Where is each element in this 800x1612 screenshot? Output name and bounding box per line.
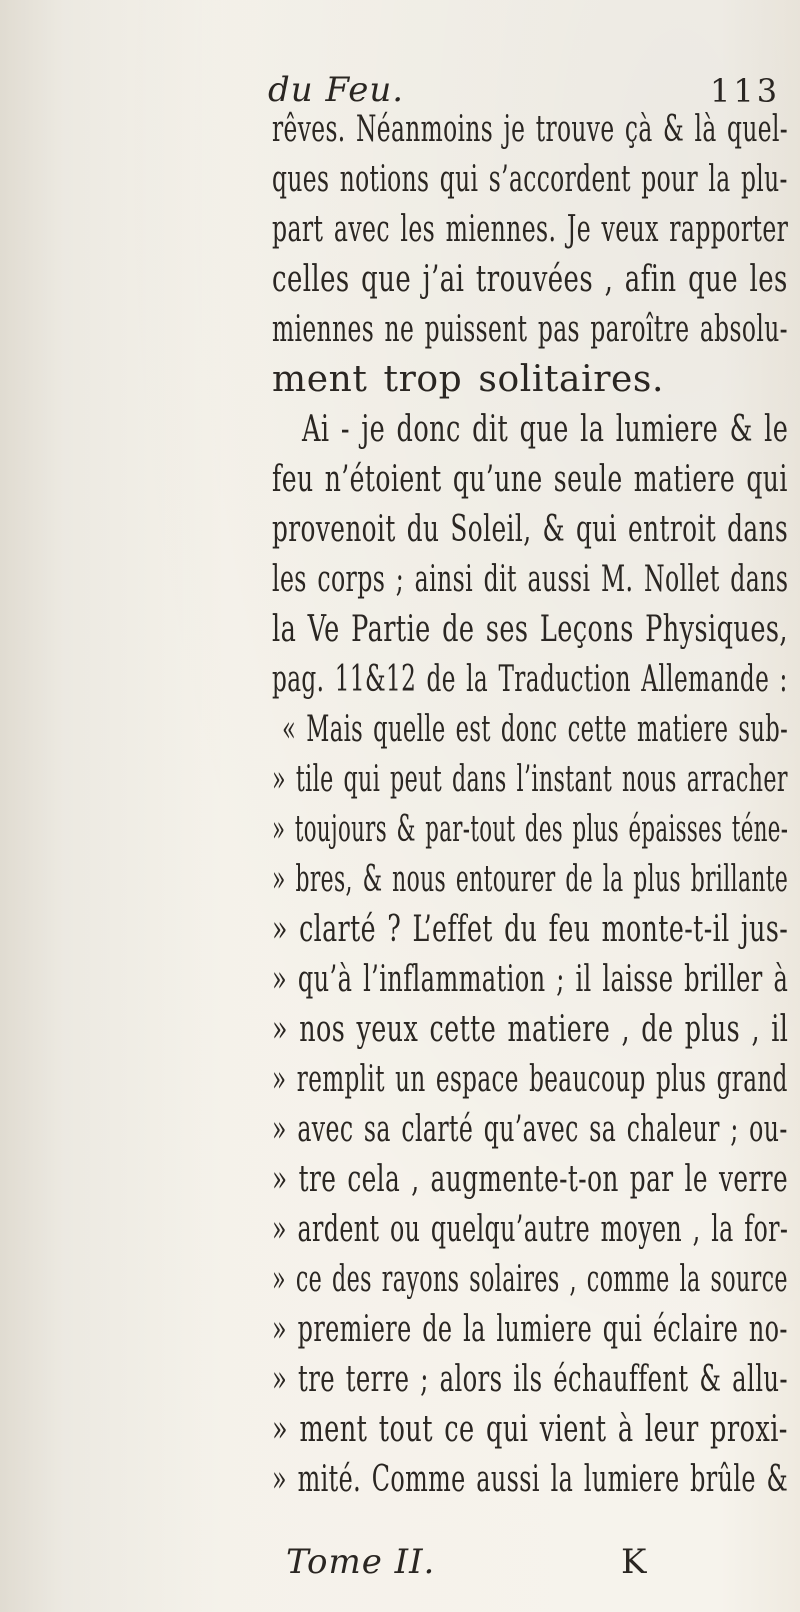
text-line: feu n’étoient qu’une seule matiere qui bbox=[272, 459, 788, 500]
gutter-shadow bbox=[0, 0, 230, 1612]
text-line: » ardent ou quelqu’autre moyen , la for- bbox=[272, 1209, 789, 1250]
text-line: » tre terre ; alors ils échauffent & allu- bbox=[272, 1359, 788, 1400]
text-line: » clarté ? L’effet du feu monte-t-il jus- bbox=[272, 909, 789, 950]
text-line: provenoit du Soleil, & qui entroit dans bbox=[272, 509, 789, 550]
text-line: » ment tout ce qui vient à leur proxi- bbox=[272, 1409, 788, 1450]
running-title: du Feu. bbox=[268, 70, 405, 110]
text-line: les corps ; ainsi dit aussi M. Nollet dans bbox=[272, 559, 789, 600]
text-line: » nos yeux cette matiere , de plus , il bbox=[272, 1009, 789, 1050]
text-line: » remplit un espace beaucoup plus grand bbox=[272, 1059, 788, 1100]
text-line: » avec sa clarté qu’avec sa chaleur ; ou- bbox=[272, 1109, 788, 1150]
page-footer bbox=[0, 1542, 800, 1582]
gathering-signature: K bbox=[621, 1542, 647, 1582]
text-line: ment trop solitaires. bbox=[272, 359, 665, 400]
text-line: » tre cela , augmente-t-on par le verre bbox=[272, 1159, 789, 1200]
text-line: ques notions qui s’accordent pour la plu- bbox=[272, 159, 788, 200]
text-line: Ai - je donc dit que la lumiere & le bbox=[302, 409, 789, 450]
text-line: » qu’à l’inflammation ; il laisse briller à bbox=[272, 959, 789, 1000]
text-line: miennes ne puissent pas paroître absolu- bbox=[272, 309, 788, 350]
running-head bbox=[0, 70, 800, 110]
text-line: » toujours & par-tout des plus épaisses téne- bbox=[272, 809, 789, 850]
text-line: rêves. Néanmoins je trouve çà & là quel- bbox=[272, 109, 789, 150]
text-line: la Ve Partie de ses Leçons Physiques, bbox=[272, 609, 788, 650]
text-line: » mité. Comme aussi la lumiere brûle & bbox=[272, 1459, 789, 1500]
text-line: » ce des rayons solaires , comme la source bbox=[272, 1259, 788, 1300]
text-line: part avec les miennes. Je veux rapporter bbox=[272, 209, 789, 250]
volume-label: Tome II. bbox=[286, 1542, 436, 1582]
text-line: « Mais quelle est donc cette matiere sub- bbox=[282, 709, 789, 750]
text-line: celles que j’ai trouvées , afin que les bbox=[272, 259, 788, 300]
page-number: 113 bbox=[710, 72, 781, 110]
text-line: » tile qui peut dans l’instant nous arracher bbox=[272, 759, 788, 800]
text-line: » bres, & nous entourer de la plus brillante bbox=[272, 859, 789, 900]
text-line: pag. 11&12 de la Traduction Allemande : bbox=[272, 659, 788, 700]
text-line: » premiere de la lumiere qui éclaire no- bbox=[272, 1309, 788, 1350]
